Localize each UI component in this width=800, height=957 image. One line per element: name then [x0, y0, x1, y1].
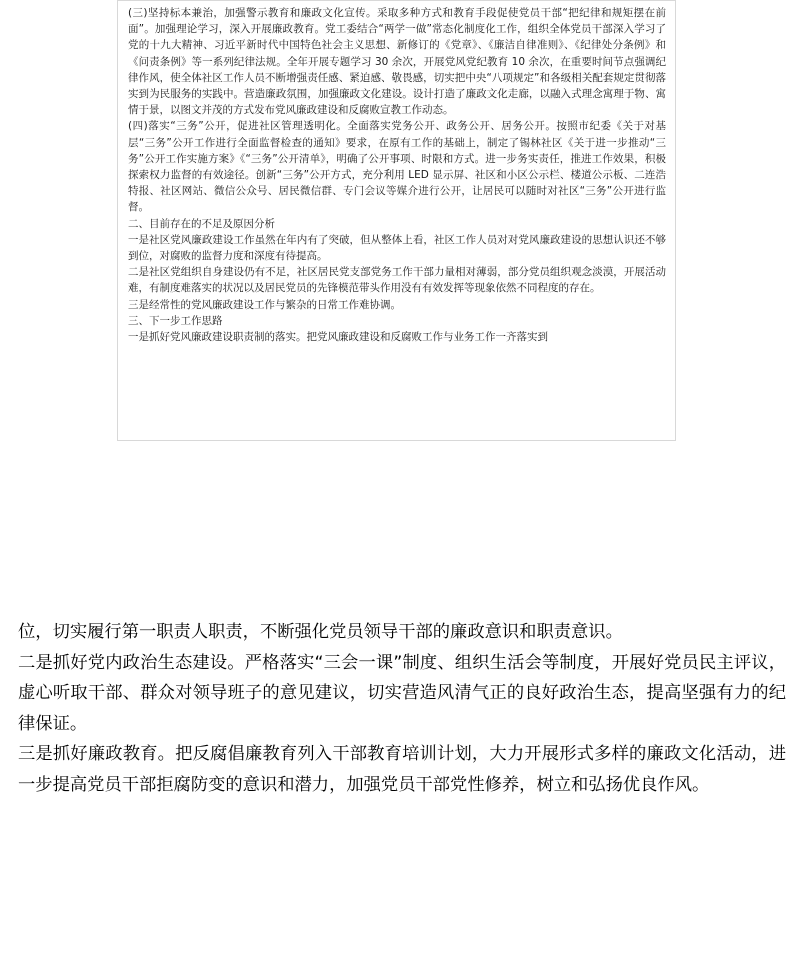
embedded-document-image — [117, 0, 683, 448]
scan-section-heading: 二、目前存在的不足及原因分析 — [128, 217, 275, 230]
scan-paragraph: 三是经常性的党风廉政建设工作与繁杂的日常工作难协调。 — [128, 298, 401, 311]
scan-section-heading: 三、下一步工作思路 — [128, 314, 223, 327]
body-paragraph: 二是抓好党内政治生态建设。严格落实“三会一课”制度、组织生活会等制度，开展好党员民主评议，虚心听取干部、群众对领导班子的意见建议，切实营造风清气正的良好政治生态，提高坚强有力的纪律保证。 — [18, 652, 786, 734]
document-body-text — [18, 617, 786, 800]
scanned-page-text — [128, 5, 666, 345]
scan-paragraph: (三)坚持标本兼治，加强警示教育和廉政文化宣传。采取多种方式和教育手段促使党员干部“把纪律和规矩摆在前面”。加强理论学习，深入开展廉政教育。党工委结合“两学一做”常态化制度化工作，组织全体党员干部深入学习了党的十九大精神、习近平新时代中国特色社会主义思想、新修订的《党章》、《廉洁自律准则》、《纪律处分条例》和《问责条例》等一系列纪律法规。全年开展专题学习 30 余次，开展党风党纪教育 10 余次，在重要时间节点强调纪律作风，使全体社区工作人员不断增强责任感、紧迫感、敬畏感，切实把中央“八项规定”和各级相关配套规定贯彻落实到为民服务的实践中。营造廉政氛围，加强廉政文化建设。设计打造了廉政文化走廊，以融入式理念寓理于物、寓情于景，以图文并茂的方式发布党风廉政建设和反腐败宣教工作动态。 — [128, 7, 666, 117]
scan-paragraph: 二是社区党组织自身建设仍有不足，社区居民党支部党务工作干部力量相对薄弱，部分党员组织观念淡漠，开展活动难，有制度难落实的状况以及居民党员的先锋模范带头作用没有有效发挥等现象依然不同程度的存在。 — [128, 266, 666, 295]
scanned-page-surface — [117, 0, 676, 441]
scan-paragraph: (四)落实“三务”公开，促进社区管理透明化。全面落实党务公开、政务公开、居务公开。按照市纪委《关于对基层“三务”公开工作进行全面监督检查的通知》要求，在原有工作的基础上，制定了锡林社区《关于进一步推动“三务”公开工作实施方案》《“三务”公开清单》，明确了公开事项、时限和方式。进一步务实责任，推进工作效果，积极探索权力监督的有效途径。创新“三务”公开方式，充分利用 LED 显示屏、社区和小区公示栏、楼道公示板、二连浩特报、社区网站、微信公众号、居民微信群、专门会议等媒介进行公开，让居民可以随时对社区“三务”公开进行监督。 — [128, 120, 666, 214]
scan-paragraph: 一是抓好党风廉政建设职责制的落实。把党风廉政建设和反腐败工作与业务工作一齐落实到 — [128, 331, 548, 344]
body-paragraph: 位，切实履行第一职责人职责，不断强化党员领导干部的廉政意识和职责意识。 — [18, 622, 623, 642]
scan-paragraph: 一是社区党风廉政建设工作虽然在年内有了突破，但从整体上看，社区工作人员对对党风廉政建设的思想认识还不够到位，对腐败的监督力度和深度有待提高。 — [128, 233, 666, 263]
body-paragraph: 三是抓好廉政教育。把反腐倡廉教育列入干部教育培训计划，大力开展形式多样的廉政文化活动，进一步提高党员干部拒腐防变的意识和潜力，加强党员干部党性修养，树立和弘扬优良作风。 — [18, 744, 786, 795]
